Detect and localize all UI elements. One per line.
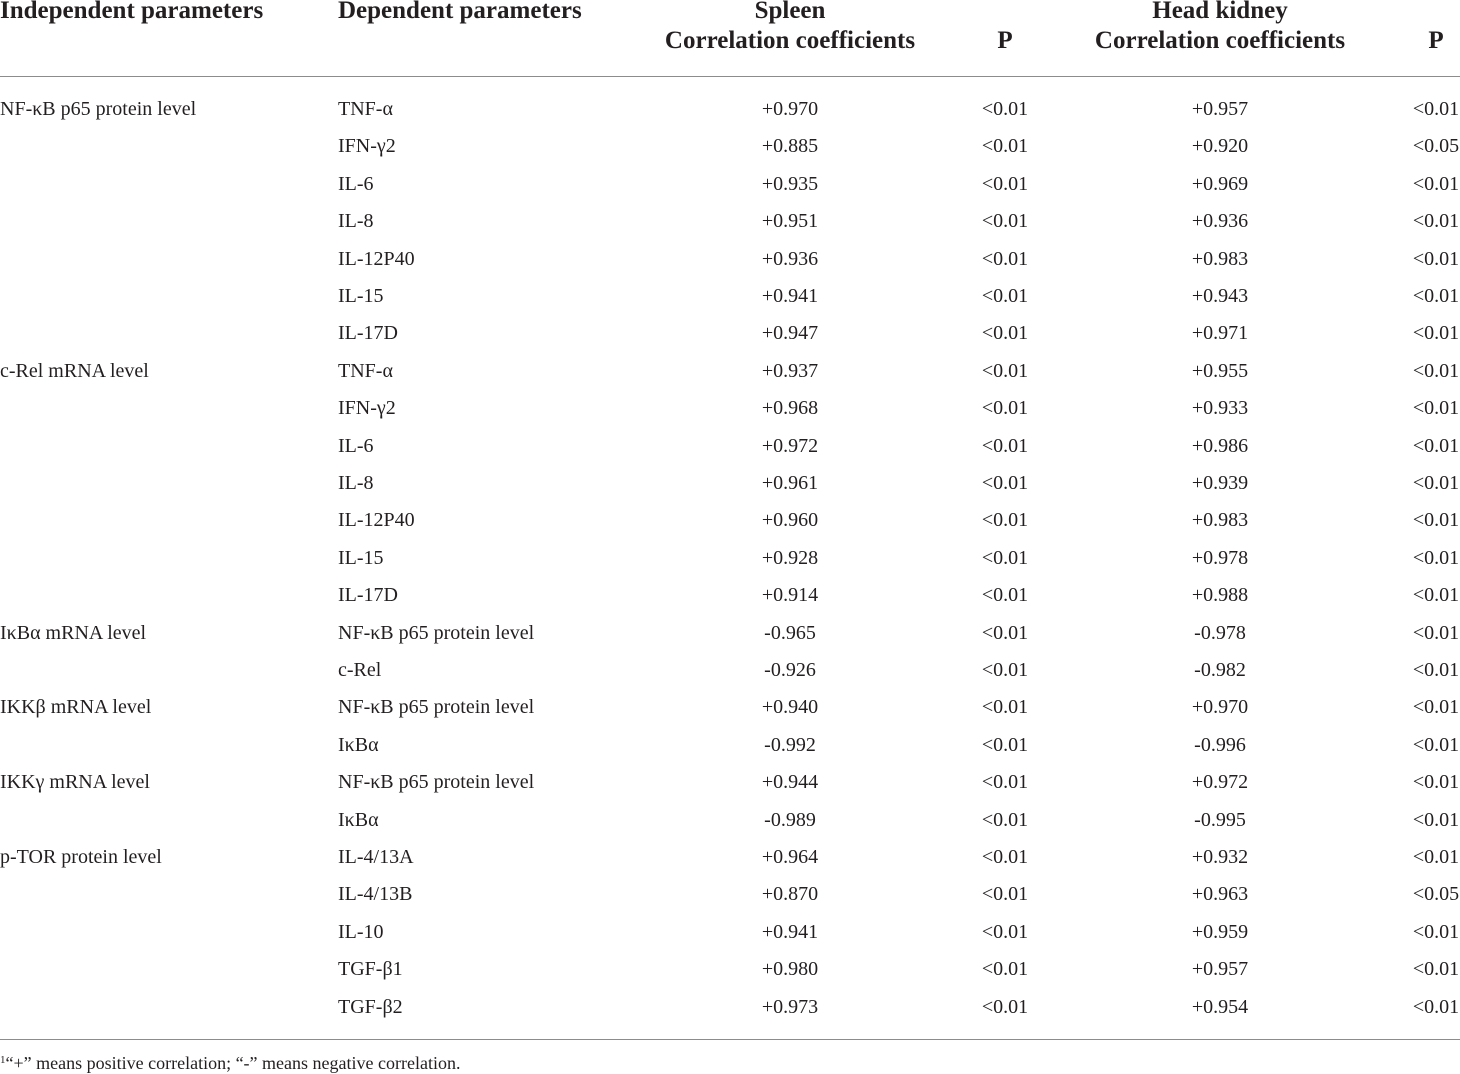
spleen-p-value: <0.01: [981, 210, 1029, 233]
table-footnote: [0, 1049, 460, 1074]
head-kidney-correlation: +0.969: [1191, 172, 1249, 195]
header-head-kidney-group: [1095, 0, 1345, 56]
dependent-parameter: IL-12P40: [338, 509, 415, 532]
spleen-p-value: <0.01: [981, 733, 1029, 756]
dependent-parameter: IL-4/13B: [338, 883, 413, 906]
dependent-parameter: IL-6: [338, 434, 374, 457]
spleen-correlation: +0.941: [761, 920, 819, 943]
spleen-correlation: +0.870: [761, 883, 819, 906]
table-row: [0, 695, 1460, 732]
table-row: [0, 808, 1460, 845]
head-kidney-p-value: <0.05: [1412, 883, 1460, 906]
head-kidney-p-value: <0.01: [1412, 322, 1460, 345]
dependent-parameter: c-Rel: [338, 659, 382, 681]
dependent-parameter: IL-15: [338, 285, 384, 307]
spleen-correlation: +0.964: [761, 846, 819, 868]
head-kidney-correlation: +0.920: [1191, 135, 1249, 158]
table-row: [0, 209, 1460, 246]
table-row: [0, 134, 1460, 171]
spleen-correlation: +0.960: [761, 509, 819, 532]
head-kidney-p-value: <0.01: [1412, 696, 1460, 719]
table-header: [0, 0, 1460, 77]
head-kidney-p-value: <0.01: [1412, 846, 1460, 868]
header-spleen: Spleen: [754, 0, 826, 24]
head-kidney-p-value: <0.01: [1412, 472, 1460, 494]
table-row: [0, 434, 1460, 471]
header-independent: Independent parameters: [0, 0, 264, 24]
table-row: [0, 471, 1460, 508]
spleen-p-value: <0.01: [981, 995, 1029, 1018]
spleen-p-value: <0.01: [981, 98, 1029, 120]
spleen-p-value: <0.01: [981, 172, 1029, 195]
head-kidney-correlation: +0.972: [1191, 771, 1249, 794]
head-kidney-p-value: <0.01: [1412, 434, 1460, 457]
spleen-correlation: +0.961: [761, 472, 819, 494]
head-kidney-p-value: <0.01: [1412, 584, 1460, 607]
spleen-correlation: +0.972: [761, 434, 819, 457]
spleen-correlation: +0.947: [761, 322, 819, 345]
independent-parameter: p-TOR protein level: [0, 846, 162, 868]
head-kidney-p-value: <0.01: [1412, 920, 1460, 943]
head-kidney-p-value: <0.01: [1412, 958, 1460, 981]
dependent-parameter: IL-4/13A: [338, 846, 414, 868]
head-kidney-p-value: <0.01: [1412, 247, 1460, 270]
head-kidney-p-value: <0.01: [1412, 733, 1460, 756]
dependent-parameter: TNF-α: [338, 359, 393, 382]
head-kidney-correlation: +0.955: [1191, 359, 1249, 382]
head-kidney-p-value: <0.01: [1412, 285, 1460, 307]
header-spleen-correlation: Correlation coefficients: [664, 27, 916, 54]
spleen-correlation: +0.928: [761, 546, 819, 569]
spleen-p-value: <0.01: [981, 659, 1029, 681]
head-kidney-correlation: -0.996: [1194, 733, 1246, 756]
table-row: [0, 770, 1460, 807]
table-row: [0, 284, 1460, 321]
spleen-correlation: -0.992: [764, 733, 816, 756]
spleen-p-value: <0.01: [981, 846, 1029, 868]
spleen-p-value: <0.01: [981, 771, 1029, 794]
dependent-parameter: IL-8: [338, 210, 374, 233]
head-kidney-correlation: -0.995: [1194, 808, 1246, 831]
table-row: [0, 957, 1460, 994]
spleen-correlation: +0.914: [761, 584, 819, 607]
dependent-parameter: TNF-α: [338, 98, 393, 120]
head-kidney-correlation: +0.936: [1191, 210, 1249, 233]
dependent-parameter: IκBα: [338, 808, 379, 831]
head-kidney-correlation: +0.978: [1191, 546, 1249, 569]
head-kidney-correlation: -0.982: [1194, 659, 1246, 681]
head-kidney-correlation: +0.986: [1191, 434, 1249, 457]
table-row: [0, 172, 1460, 209]
spleen-correlation: +0.951: [761, 210, 819, 233]
head-kidney-p-value: <0.01: [1412, 659, 1460, 681]
spleen-correlation: +0.937: [761, 359, 819, 382]
head-kidney-correlation: +0.983: [1191, 247, 1249, 270]
spleen-correlation: -0.965: [764, 621, 816, 644]
head-kidney-correlation: +0.970: [1191, 696, 1249, 719]
spleen-correlation: +0.970: [761, 98, 819, 120]
independent-parameter: IκBα mRNA level: [0, 621, 147, 644]
independent-parameter: IKKγ mRNA level: [0, 771, 150, 794]
dependent-parameter: IL-8: [338, 472, 374, 494]
table-row: [0, 920, 1460, 957]
head-kidney-correlation: +0.983: [1191, 509, 1249, 532]
head-kidney-p-value: <0.01: [1412, 546, 1460, 569]
head-kidney-p-value: <0.01: [1412, 210, 1460, 233]
footnote-marker: 1: [0, 1054, 6, 1066]
table-row: [0, 508, 1460, 545]
spleen-p-value: <0.01: [981, 135, 1029, 158]
header-head-kidney-correlation: Correlation coefficients: [1094, 27, 1346, 54]
spleen-p-value: <0.01: [981, 546, 1029, 569]
spleen-p-value: <0.01: [981, 696, 1029, 719]
head-kidney-p-value: <0.05: [1412, 135, 1460, 158]
header-spleen-p: P: [997, 27, 1013, 54]
head-kidney-p-value: <0.01: [1412, 98, 1460, 120]
table-row: [0, 321, 1460, 358]
table-row: [0, 845, 1460, 882]
head-kidney-correlation: +0.939: [1191, 472, 1249, 494]
table-row: [0, 583, 1460, 620]
spleen-p-value: <0.01: [981, 434, 1029, 457]
dependent-parameter: IL-17D: [338, 584, 398, 607]
table-row: [0, 396, 1460, 433]
head-kidney-p-value: <0.01: [1412, 359, 1460, 382]
dependent-parameter: IL-10: [338, 920, 384, 943]
spleen-p-value: <0.01: [981, 359, 1029, 382]
footnote-text: “+” means positive correlation; “-” means negative correlation.: [5, 1053, 461, 1073]
dependent-parameter: NF-κB p65 protein level: [338, 696, 535, 719]
spleen-correlation: +0.944: [761, 771, 819, 794]
head-kidney-correlation: -0.978: [1194, 621, 1246, 644]
spleen-correlation: +0.936: [761, 247, 819, 270]
head-kidney-correlation: +0.963: [1191, 883, 1249, 906]
table-row: [0, 546, 1460, 583]
spleen-p-value: <0.01: [981, 584, 1029, 607]
head-kidney-p-value: <0.01: [1412, 771, 1460, 794]
head-kidney-correlation: +0.959: [1191, 920, 1249, 943]
spleen-correlation: +0.980: [761, 958, 819, 981]
spleen-correlation: -0.989: [764, 808, 816, 831]
head-kidney-correlation: +0.943: [1191, 285, 1249, 307]
head-kidney-correlation: +0.957: [1191, 958, 1249, 981]
head-kidney-correlation: +0.954: [1191, 995, 1249, 1018]
head-kidney-p-value: <0.01: [1412, 995, 1460, 1018]
spleen-p-value: <0.01: [981, 285, 1029, 307]
spleen-correlation: +0.968: [761, 397, 819, 420]
table-row: [0, 882, 1460, 919]
dependent-parameter: IL-12P40: [338, 247, 415, 270]
spleen-correlation: +0.935: [761, 172, 819, 195]
head-kidney-p-value: <0.01: [1412, 621, 1460, 644]
head-kidney-correlation: +0.988: [1191, 584, 1249, 607]
spleen-correlation: -0.926: [764, 659, 816, 681]
table-row: [0, 621, 1460, 658]
spleen-p-value: <0.01: [981, 621, 1029, 644]
spleen-p-value: <0.01: [981, 920, 1029, 943]
head-kidney-p-value: <0.01: [1412, 808, 1460, 831]
dependent-parameter: IL-6: [338, 172, 374, 195]
dependent-parameter: IL-17D: [338, 322, 398, 345]
header-head-kidney-p: P: [1428, 27, 1444, 54]
table-row: [0, 733, 1460, 770]
table-row: [0, 247, 1460, 284]
head-kidney-correlation: +0.933: [1191, 397, 1249, 420]
spleen-p-value: <0.01: [981, 883, 1029, 906]
dependent-parameter: TGF-β2: [338, 995, 403, 1018]
spleen-p-value: <0.01: [981, 808, 1029, 831]
table-row: [0, 995, 1460, 1032]
table-row: [0, 359, 1460, 396]
spleen-correlation: +0.940: [761, 696, 819, 719]
spleen-p-value: <0.01: [981, 958, 1029, 981]
table-body: [0, 77, 1460, 1040]
dependent-parameter: NF-κB p65 protein level: [338, 771, 535, 794]
head-kidney-correlation: +0.957: [1191, 98, 1249, 120]
head-kidney-correlation: +0.932: [1191, 846, 1249, 868]
header-spleen-group: [665, 0, 915, 56]
dependent-parameter: IFN-γ2: [338, 397, 396, 420]
spleen-p-value: <0.01: [981, 397, 1029, 420]
table-row: [0, 658, 1460, 695]
dependent-parameter: IL-15: [338, 546, 384, 569]
head-kidney-p-value: <0.01: [1412, 509, 1460, 532]
independent-parameter: c-Rel mRNA level: [0, 359, 149, 382]
spleen-p-value: <0.01: [981, 247, 1029, 270]
independent-parameter: NF-κB p65 protein level: [0, 98, 197, 120]
spleen-correlation: +0.941: [761, 285, 819, 307]
dependent-parameter: IFN-γ2: [338, 135, 396, 158]
spleen-correlation: +0.885: [761, 135, 819, 158]
independent-parameter: IKKβ mRNA level: [0, 696, 152, 719]
head-kidney-correlation: +0.971: [1191, 322, 1249, 345]
head-kidney-p-value: <0.01: [1412, 172, 1460, 195]
dependent-parameter: TGF-β1: [338, 958, 403, 981]
header-dependent: Dependent parameters: [338, 0, 582, 24]
table-row: [0, 97, 1460, 134]
spleen-p-value: <0.01: [981, 509, 1029, 532]
header-head-kidney: Head kidney: [1152, 0, 1288, 24]
head-kidney-p-value: <0.01: [1412, 397, 1460, 420]
spleen-correlation: +0.973: [761, 995, 819, 1018]
dependent-parameter: NF-κB p65 protein level: [338, 621, 535, 644]
spleen-p-value: <0.01: [981, 472, 1029, 494]
dependent-parameter: IκBα: [338, 733, 379, 756]
spleen-p-value: <0.01: [981, 322, 1029, 345]
